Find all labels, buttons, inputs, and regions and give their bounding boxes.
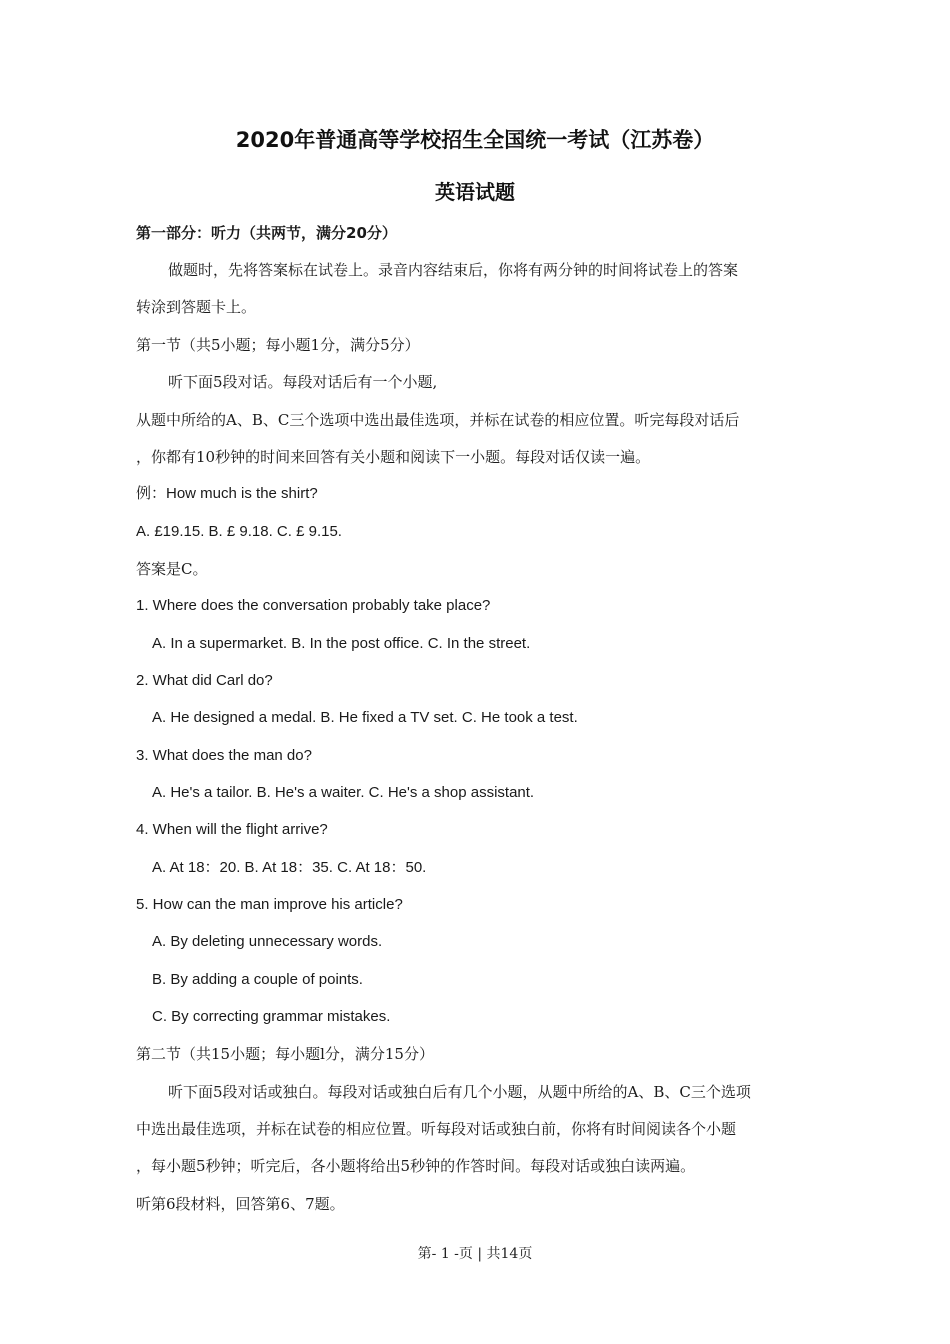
part1-intro-line1: 做题时，先将答案标在试卷上。录音内容结束后，你将有两分钟的时间将试卷上的答案 [168, 261, 739, 279]
section1-heading: 第一节（共5小题；每小题1分，满分5分） [136, 336, 420, 354]
section2-heading: 第二节（共15小题；每小题l分，满分15分） [136, 1045, 434, 1063]
section2-instr-line3: ，每小题5秒钟；听完后，各小题将给出5秒钟的作答时间。每段对话或独白读两遍。 [136, 1157, 696, 1175]
page-footer: 第- 1 -页 | 共14页 [417, 1246, 533, 1262]
question-5-option-a: A. By deleting unnecessary words. [152, 933, 383, 950]
question-3-options: A. He's a tailor. B. He's a waiter. C. He's a shop assistant. [152, 784, 535, 801]
section1-instr-line2: 从题中所给的A、B、C三个选项中选出最佳选项，并标在试卷的相应位置。听完每段对话后 [136, 411, 740, 429]
section2-instr-line2: 中选出最佳选项，并标在试卷的相应位置。听每段对话或独白前，你将有时间阅读各个小题 [136, 1120, 737, 1138]
question-2-options: A. He designed a medal. B. He fixed a TV set. C. He took a test. [152, 709, 578, 726]
question-4-options: A. At 18：20. B. At 18：35. C. At 18：50. [152, 859, 427, 876]
question-2: 2. What did Carl do? [136, 672, 273, 689]
section1-instr-line1: 听下面5段对话。每段对话后有一个小题, [168, 373, 438, 391]
question-3: 3. What does the man do? [136, 747, 312, 764]
question-4: 4. When will the flight arrive? [136, 821, 328, 838]
material-6-instruction: 听第6段材料，回答第6、7题。 [136, 1195, 345, 1213]
example-question: 例：How much is the shirt? [136, 485, 318, 502]
example-options: A. £19.15. B. £ 9.18. C. £ 9.15. [136, 523, 342, 540]
document-title: 2020年普通高等学校招生全国统一考试（江苏卷） [235, 128, 715, 152]
section2-instr-line1: 听下面5段对话或独白。每段对话或独白后有几个小题，从题中所给的A、B、C三个选项 [168, 1083, 751, 1101]
part1-heading: 第一部分：听力（共两节，满分20分） [136, 224, 397, 242]
question-5-option-c: C. By correcting grammar mistakes. [152, 1008, 391, 1025]
example-answer: 答案是C。 [136, 560, 208, 578]
question-1-options: A. In a supermarket. B. In the post office. C. In the street. [152, 635, 531, 652]
question-5-option-b: B. By adding a couple of points. [152, 971, 363, 988]
part1-intro-line2: 转涂到答题卡上。 [136, 298, 257, 316]
document-subtitle: 英语试题 [435, 180, 515, 204]
question-1: 1. Where does the conversation probably take place? [136, 597, 491, 614]
section1-instr-line3: ，你都有10秒钟的时间来回答有关小题和阅读下一小题。每段对话仅读一遍。 [136, 448, 651, 466]
question-5: 5. How can the man improve his article? [136, 896, 403, 913]
